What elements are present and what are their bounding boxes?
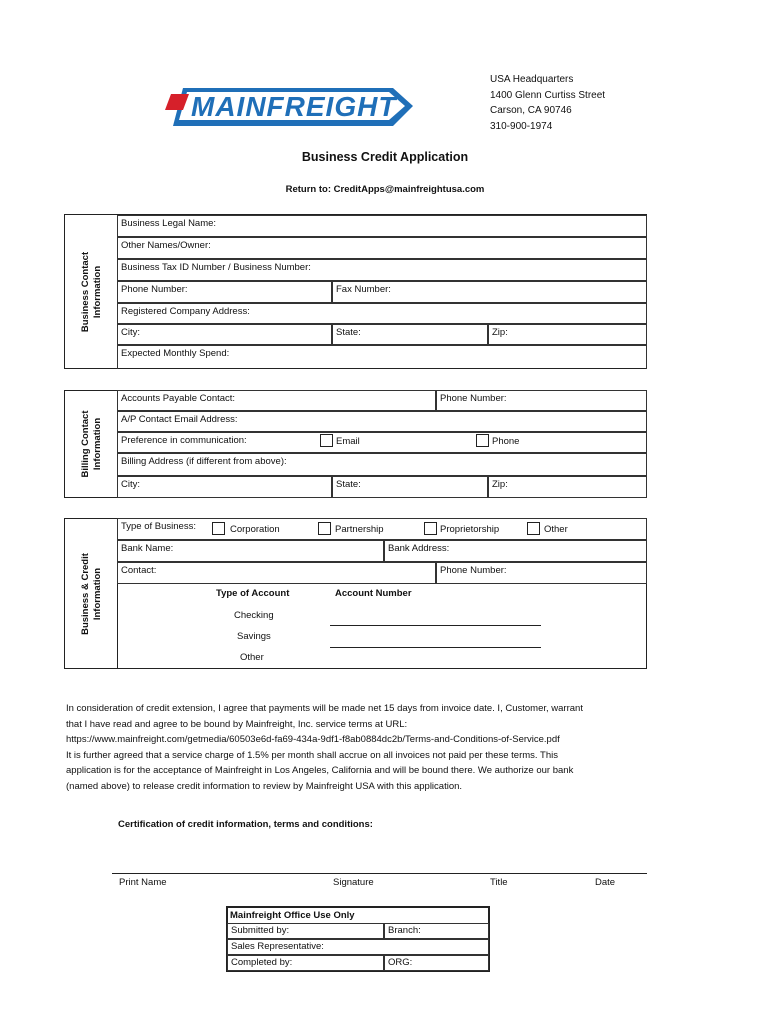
date-label: Date [595, 877, 616, 888]
field-label: City: [121, 479, 140, 490]
partnership-label: Partnership [335, 524, 384, 535]
field-label: Bank Address: [388, 543, 450, 554]
completed-by-field[interactable] [227, 955, 384, 971]
field-label: Sales Representative: [231, 941, 324, 952]
tax-id-field[interactable] [117, 259, 647, 281]
section-label-line: Billing Contact [79, 410, 91, 478]
company-address-field[interactable] [117, 303, 647, 324]
field-label: Phone Number: [440, 393, 507, 404]
bank-name-field[interactable] [117, 540, 384, 562]
proprietorship-checkbox[interactable] [424, 522, 437, 535]
field-label: City: [121, 327, 140, 338]
ap-contact-field[interactable] [117, 390, 436, 411]
hq-line: 1400 Glenn Curtiss Street [490, 89, 606, 101]
phone-option-label: Phone [492, 436, 520, 447]
phone-checkbox[interactable] [476, 434, 489, 447]
section-label-line: Business & Credit [79, 552, 91, 635]
field-label: Registered Company Address: [121, 306, 250, 317]
terms-line: In consideration of credit extension, I agree that payments will be made net 15 days from invoice date. I, Customer, warrant [66, 703, 583, 714]
field-label: ORG: [388, 957, 413, 968]
proprietorship-label: Proprietorship [440, 524, 500, 535]
field-label: Zip: [492, 327, 508, 338]
print-name-label: Print Name [119, 877, 167, 888]
ap-email-field[interactable] [117, 411, 647, 432]
headquarters-address [490, 72, 605, 134]
field-label: State: [336, 479, 361, 490]
field-label: Zip: [492, 479, 508, 490]
hq-line: USA Headquarters [490, 74, 574, 85]
other-type-label: Other [544, 524, 568, 535]
section-label-line: Information [91, 265, 103, 318]
submitted-by-field[interactable] [227, 923, 384, 939]
field-label: Type of Business: [121, 521, 196, 532]
field-label: Contact: [121, 565, 157, 576]
communication-preference-row [117, 432, 647, 453]
field-label: Fax Number: [336, 284, 391, 295]
terms-line: https://www.mainfreight.com/getmedia/60503e6d-fa69-434a-9df1-f8ab0884dc2b/Terms-and-Conditions-of-Service.pdf [66, 734, 560, 746]
corporation-checkbox[interactable] [212, 522, 225, 535]
signature-label: Signature [333, 877, 374, 888]
hq-line: 310-900-1974 [490, 120, 553, 132]
checking-account-number-line[interactable] [330, 625, 541, 626]
field-label: Expected Monthly Spend: [121, 348, 230, 359]
org-field[interactable] [384, 955, 489, 971]
fax-number-field[interactable] [332, 281, 647, 303]
other-type-checkbox[interactable] [527, 522, 540, 535]
city-field[interactable] [117, 324, 332, 345]
field-label: Branch: [388, 925, 421, 936]
account-number-heading: Account Number [335, 588, 412, 599]
zip-field[interactable] [488, 324, 647, 345]
account-type-checking: Checking [234, 610, 274, 621]
billing-address-field[interactable] [117, 453, 647, 476]
other-names-field[interactable] [117, 237, 647, 259]
business-contact-section-label [64, 214, 118, 369]
ap-phone-field[interactable] [436, 390, 647, 411]
field-label: Other Names/Owner: [121, 240, 211, 251]
hq-line: Carson, CA 90746 [490, 105, 572, 116]
phone-number-field[interactable] [117, 281, 332, 303]
mainfreight-logo [165, 80, 413, 132]
section-label-line: Information [91, 567, 103, 620]
field-label: Phone Number: [121, 284, 188, 295]
type-of-account-heading: Type of Account [216, 588, 290, 599]
field-label: Accounts Payable Contact: [121, 393, 236, 404]
billing-contact-section-label [64, 390, 118, 498]
field-label: Completed by: [231, 957, 293, 968]
office-use-heading: Mainfreight Office Use Only [230, 910, 355, 921]
section-label-line: Information [91, 417, 103, 471]
field-label: Business Legal Name: [121, 218, 217, 229]
terms-paragraph [66, 701, 646, 795]
field-label: State: [336, 327, 361, 338]
branch-field[interactable] [384, 923, 489, 939]
return-to: Return to: CreditApps@mainfreightusa.com [285, 184, 485, 195]
terms-line: (named above) to release credit information to review by Mainfreight USA with this application. [66, 780, 463, 792]
bank-address-field[interactable] [384, 540, 647, 562]
field-label: Bank Name: [121, 543, 174, 554]
billing-state-field[interactable] [332, 476, 488, 498]
email-option-label: Email [336, 436, 360, 447]
billing-city-field[interactable] [117, 476, 332, 498]
corporation-label: Corporation [230, 524, 280, 535]
partnership-checkbox[interactable] [318, 522, 331, 535]
sales-representative-field[interactable] [227, 939, 489, 955]
business-credit-section-label [64, 518, 118, 669]
state-field[interactable] [332, 324, 488, 345]
bank-contact-field[interactable] [117, 562, 436, 584]
field-label: Phone Number: [440, 565, 507, 576]
terms-line: application is for the acceptance of Mainfreight in Los Angeles, California and will be bound there. We authorize our bank [66, 765, 574, 777]
terms-line: that I have read and agree to be bound by Mainfreight, Inc. service terms at URL: [66, 718, 408, 730]
field-label: Submitted by: [231, 925, 290, 936]
email-checkbox[interactable] [320, 434, 333, 447]
account-type-savings: Savings [237, 631, 271, 642]
signature-line[interactable] [112, 873, 647, 874]
field-label: Business Tax ID Number / Business Number: [121, 262, 311, 273]
bank-phone-field[interactable] [436, 562, 647, 584]
svg-text:MAINFREIGHT: MAINFREIGHT [191, 91, 397, 122]
field-label: Preference in communication: [121, 435, 247, 446]
terms-line: It is further agreed that a service charge of 1.5% per month shall accrue on all invoices not paid per these terms. This [66, 749, 558, 761]
savings-account-number-line[interactable] [330, 647, 541, 648]
account-type-other: Other [240, 652, 264, 663]
page-title: Business Credit Application [301, 150, 469, 164]
billing-zip-field[interactable] [488, 476, 647, 498]
monthly-spend-field[interactable] [117, 345, 647, 369]
field-label: A/P Contact Email Address: [121, 414, 238, 425]
section-label-line: Business Contact [79, 251, 91, 332]
title-label: Title [490, 877, 508, 888]
field-label: Billing Address (if different from above): [121, 456, 287, 467]
certification-heading: Certification of credit information, terms and conditions: [118, 819, 373, 830]
business-legal-name-field[interactable] [117, 215, 647, 237]
